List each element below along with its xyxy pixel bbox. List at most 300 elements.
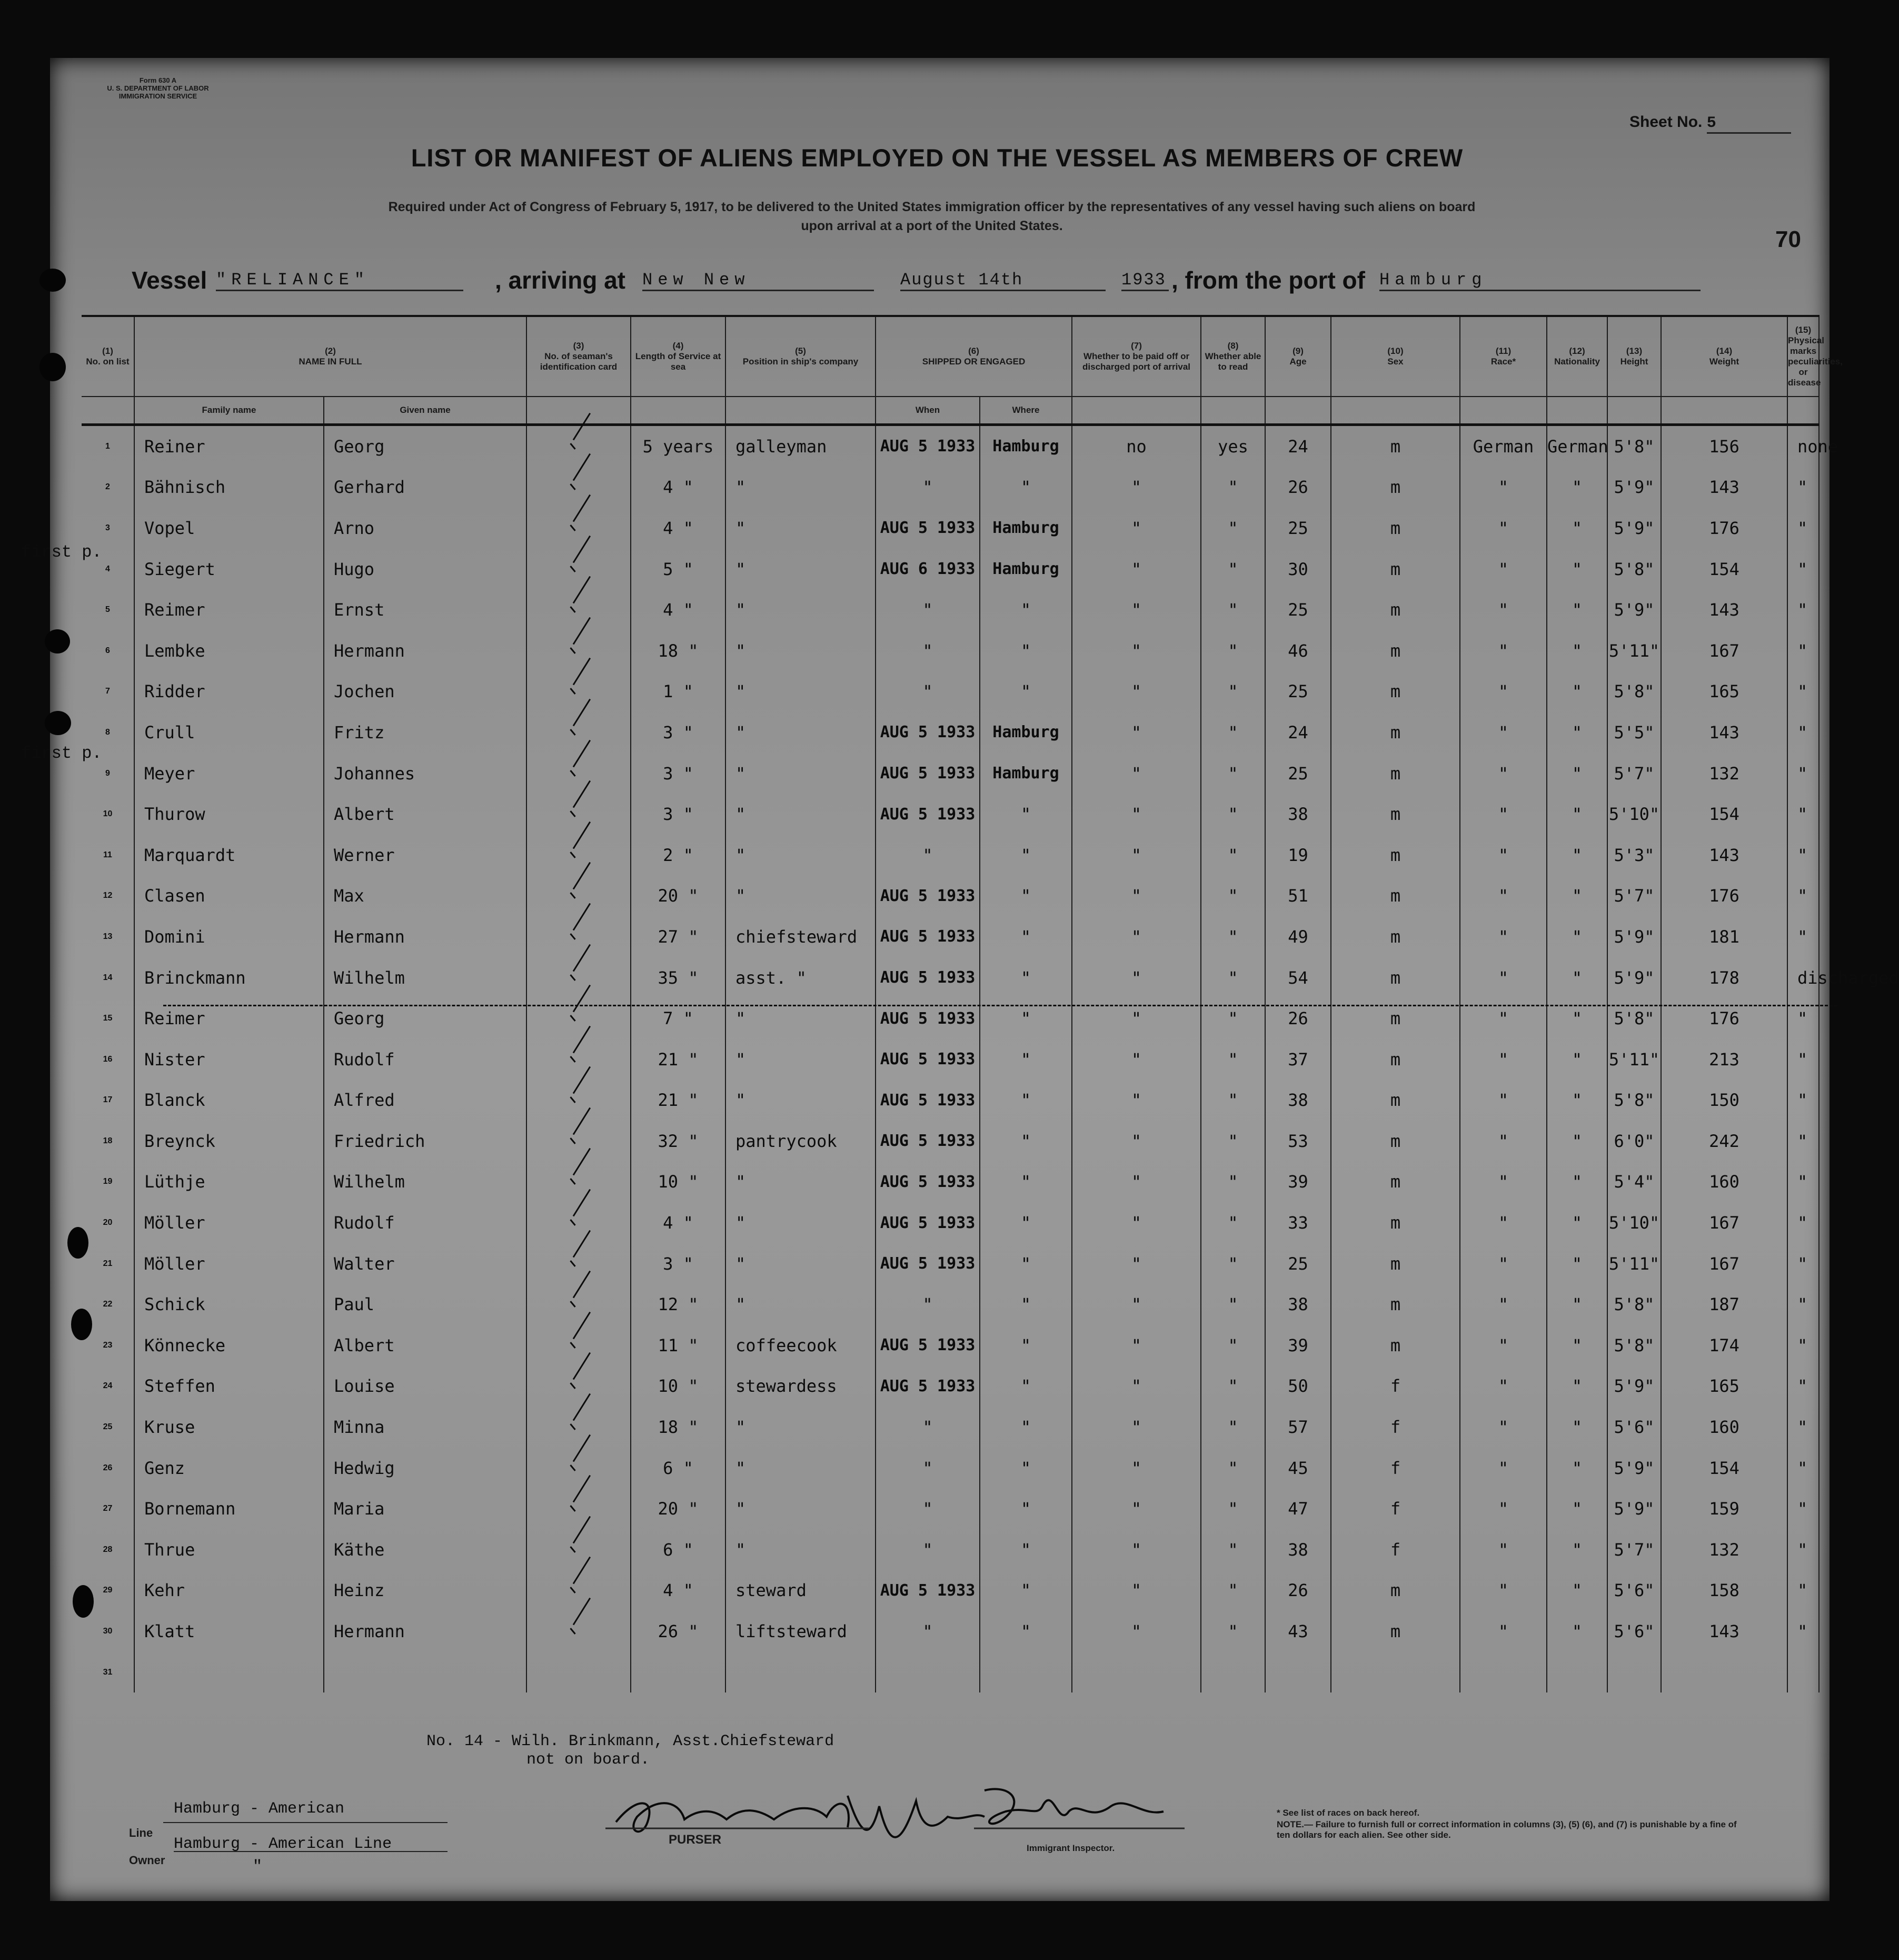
height: 5'8" (1607, 998, 1661, 1039)
height: 5'3" (1607, 835, 1661, 876)
shipped-when: AUG 5 1933 (876, 998, 980, 1039)
shipped-when: AUG 5 1933 (876, 425, 980, 467)
weight: 150 (1661, 1080, 1787, 1121)
weight: 143 (1661, 467, 1787, 508)
id-card-check (526, 1243, 631, 1284)
shipped-where: " (980, 1202, 1072, 1243)
paid-off: " (1072, 794, 1201, 835)
check-mark-icon (567, 1572, 590, 1604)
given-name: Ernst (324, 589, 526, 630)
nationality: " (1547, 753, 1607, 794)
position: " (725, 549, 876, 590)
position: " (725, 589, 876, 630)
sex: m (1331, 1121, 1460, 1162)
paid-off: " (1072, 1202, 1201, 1243)
row-number: 24 (103, 1381, 113, 1391)
check-mark-icon (567, 1042, 590, 1073)
physical-marks: " (1787, 876, 1819, 917)
note-line-2: not on board. (526, 1751, 650, 1769)
given-name: Rudolf (324, 1039, 526, 1080)
note-line-1: No. 14 - Wilh. Brinkmann, Asst.Chiefsteward (426, 1733, 834, 1750)
id-card-check (526, 1202, 631, 1243)
service-length: 12 " (631, 1284, 725, 1325)
given-name: Hedwig (324, 1448, 526, 1489)
able-to-read: " (1201, 630, 1265, 671)
race: " (1460, 1121, 1547, 1162)
position: " (725, 508, 876, 549)
able-to-read: " (1201, 508, 1265, 549)
id-card-check (526, 1529, 631, 1570)
given-name: Maria (324, 1488, 526, 1529)
check-mark-icon (567, 592, 590, 623)
sex: f (1331, 1529, 1460, 1570)
weight: 160 (1661, 1407, 1787, 1448)
shipped-when: AUG 5 1933 (876, 916, 980, 957)
shipped-when: AUG 5 1933 (876, 1039, 980, 1080)
owner-underline (174, 1851, 448, 1852)
able-to-read: " (1201, 1570, 1265, 1611)
shipped-where: " (980, 671, 1072, 712)
id-card-check (526, 1121, 631, 1162)
departure-port: Hamburg (1379, 270, 1701, 291)
row-number: 21 (103, 1259, 113, 1268)
table-row (82, 549, 1819, 590)
age: 38 (1265, 794, 1331, 835)
nationality: " (1547, 998, 1607, 1039)
row-number: 15 (103, 1014, 113, 1023)
family-name: Könnecke (134, 1325, 324, 1366)
id-card-check (526, 1284, 631, 1325)
service-length: 4 " (631, 1202, 725, 1243)
col-header-no: (1) No. on list (86, 346, 130, 367)
paid-off: " (1072, 1080, 1201, 1121)
family-name: Kruse (134, 1407, 324, 1448)
race-footnote: * See list of races on back hereof. (1277, 1808, 1420, 1818)
physical-marks: " (1787, 1284, 1819, 1325)
form-header (87, 76, 229, 100)
physical-marks: " (1787, 998, 1819, 1039)
physical-marks: " (1787, 508, 1819, 549)
nationality: " (1547, 1284, 1607, 1325)
race: " (1460, 589, 1547, 630)
punch-hole (39, 353, 66, 381)
sex: m (1331, 1162, 1460, 1203)
id-card-check (526, 876, 631, 917)
sex: m (1331, 549, 1460, 590)
able-to-read: " (1201, 998, 1265, 1039)
sex: m (1331, 957, 1460, 998)
row-number: 14 (103, 973, 113, 982)
service-length: 4 " (631, 1570, 725, 1611)
height: 5'11" (1607, 630, 1661, 671)
col-header-shipped: (6) SHIPPED OR ENGAGED (876, 316, 1072, 397)
given-name: Albert (324, 794, 526, 835)
age: 39 (1265, 1162, 1331, 1203)
id-card-check (526, 794, 631, 835)
table-row (82, 589, 1819, 630)
given-name: Werner (324, 835, 526, 876)
service-length: 7 " (631, 998, 725, 1039)
able-to-read: " (1201, 1121, 1265, 1162)
shipped-when: AUG 5 1933 (876, 753, 980, 794)
margin-note-row-8: first p. (21, 744, 102, 763)
position: " (725, 1407, 876, 1448)
paid-off: no (1072, 425, 1201, 467)
family-name: Ridder (134, 671, 324, 712)
arrival-date: August 14th (900, 270, 1106, 291)
physical-marks: " (1787, 1202, 1819, 1243)
able-to-read: " (1201, 957, 1265, 998)
id-card-check (526, 630, 631, 671)
given-name: Max (324, 876, 526, 917)
nationality: " (1547, 957, 1607, 998)
paid-off: " (1072, 671, 1201, 712)
id-card-check (526, 753, 631, 794)
from-port-label: , from the port of (1171, 266, 1365, 294)
race: " (1460, 1570, 1547, 1611)
paid-off: " (1072, 998, 1201, 1039)
shipped-when: " (876, 1448, 980, 1489)
table-row (82, 671, 1819, 712)
weight: 132 (1661, 1529, 1787, 1570)
shipped-where: " (980, 1121, 1072, 1162)
arrival-year: 1933 (1121, 270, 1169, 291)
age: 19 (1265, 835, 1331, 876)
race: " (1460, 549, 1547, 590)
position: " (725, 998, 876, 1039)
physical-marks: discharged (1787, 957, 1819, 998)
weight: 154 (1661, 1448, 1787, 1489)
shipped-where: " (980, 1243, 1072, 1284)
row-number: 19 (103, 1177, 113, 1186)
table-row (82, 753, 1819, 794)
able-to-read: " (1201, 1448, 1265, 1489)
given-name: Friedrich (324, 1121, 526, 1162)
able-to-read: " (1201, 876, 1265, 917)
height: 5'10" (1607, 1202, 1661, 1243)
col-header-nationality: (12) Nationality (1547, 316, 1607, 397)
shipped-when: AUG 5 1933 (876, 1080, 980, 1121)
paid-off: " (1072, 1243, 1201, 1284)
able-to-read: " (1201, 1243, 1265, 1284)
position: " (725, 671, 876, 712)
weight: 143 (1661, 712, 1787, 753)
row-number: 6 (105, 646, 110, 655)
position: " (725, 753, 876, 794)
family-name: Nister (134, 1039, 324, 1080)
nationality: " (1547, 916, 1607, 957)
weight: 176 (1661, 508, 1787, 549)
shipped-where: " (980, 1284, 1072, 1325)
nationality: " (1547, 1080, 1607, 1121)
shipped-where: " (980, 1325, 1072, 1366)
position: steward (725, 1570, 876, 1611)
physical-marks: " (1787, 1162, 1819, 1203)
table-row (82, 425, 1819, 467)
able-to-read: " (1201, 549, 1265, 590)
weight: 174 (1661, 1325, 1787, 1366)
form-number: Form 630 A (139, 76, 177, 84)
sex: m (1331, 998, 1460, 1039)
given-name: Fritz (324, 712, 526, 753)
age: 26 (1265, 467, 1331, 508)
nationality (1547, 1652, 1607, 1693)
subtitle-line-1: Required under Act of Congress of February 5, 1917, to be delivered to the United States immigration officer by the representatives of any vessel having such aliens on board (388, 200, 1476, 214)
id-card-check (526, 1652, 631, 1693)
row-number: 13 (103, 932, 113, 941)
service-length: 3 " (631, 1243, 725, 1284)
nationality: " (1547, 1488, 1607, 1529)
weight: 178 (1661, 957, 1787, 998)
shipped-when (876, 1652, 980, 1693)
weight: 156 (1661, 425, 1787, 467)
family-name: Reimer (134, 998, 324, 1039)
row-number: 11 (103, 850, 112, 859)
given-name: Wilhelm (324, 1162, 526, 1203)
table-row (82, 916, 1819, 957)
col-header-sex: (10) Sex (1331, 316, 1460, 397)
family-name: Möller (134, 1243, 324, 1284)
race: " (1460, 630, 1547, 671)
able-to-read: " (1201, 1488, 1265, 1529)
paid-off: " (1072, 876, 1201, 917)
position: " (725, 1202, 876, 1243)
paid-off: " (1072, 589, 1201, 630)
age: 26 (1265, 1570, 1331, 1611)
height: 5'8" (1607, 425, 1661, 467)
service-length: 20 " (631, 876, 725, 917)
family-name: Lembke (134, 630, 324, 671)
arrival-port: New New (642, 270, 874, 291)
age: 47 (1265, 1488, 1331, 1529)
shipped-when: AUG 5 1933 (876, 508, 980, 549)
owner-label: Owner (129, 1854, 165, 1867)
sex: m (1331, 1570, 1460, 1611)
nationality: " (1547, 671, 1607, 712)
service-length: 4 " (631, 508, 725, 549)
sheet-number-label: Sheet No. (1629, 113, 1703, 131)
check-mark-icon (567, 1450, 590, 1482)
paid-off: " (1072, 630, 1201, 671)
family-name: Blanck (134, 1080, 324, 1121)
id-card-check (526, 467, 631, 508)
id-card-check (526, 425, 631, 467)
sex: m (1331, 589, 1460, 630)
service-length: 6 " (631, 1529, 725, 1570)
service-length: 20 " (631, 1488, 725, 1529)
able-to-read: " (1201, 712, 1265, 753)
shipped-where: " (980, 589, 1072, 630)
sex (1331, 1652, 1460, 1693)
shipped-when: AUG 5 1933 (876, 712, 980, 753)
weight: 176 (1661, 876, 1787, 917)
paid-off: " (1072, 1529, 1201, 1570)
service-length: 32 " (631, 1121, 725, 1162)
table-row (82, 1529, 1819, 1570)
able-to-read: " (1201, 1202, 1265, 1243)
punch-hole (45, 629, 70, 654)
id-card-check (526, 835, 631, 876)
able-to-read: " (1201, 835, 1265, 876)
penalty-note: NOTE.— Failure to furnish full or correct information in columns (3), (5) (6), and (7) is punishable by a fine of ten dollars for each alien. See other side. (1277, 1819, 1737, 1840)
service-length: 21 " (631, 1039, 725, 1080)
sex: m (1331, 467, 1460, 508)
position: " (725, 1488, 876, 1529)
sex: m (1331, 671, 1460, 712)
given-name: Jochen (324, 671, 526, 712)
height: 5'6" (1607, 1407, 1661, 1448)
physical-marks: " (1787, 630, 1819, 671)
shipped-when: AUG 5 1933 (876, 957, 980, 998)
col-header-age: (9) Age (1265, 316, 1331, 397)
strike-through-line (163, 1005, 1837, 1006)
paid-off: " (1072, 1448, 1201, 1489)
service-length: 18 " (631, 630, 725, 671)
table-header (82, 316, 1843, 425)
sex: f (1331, 1488, 1460, 1529)
given-name: Walter (324, 1243, 526, 1284)
inspector-label: Immigrant Inspector. (1027, 1843, 1115, 1853)
check-mark-icon (567, 1532, 590, 1563)
weight: 187 (1661, 1284, 1787, 1325)
shipped-where: " (980, 1529, 1072, 1570)
table-row (82, 1121, 1819, 1162)
table-row (82, 835, 1819, 876)
service-length: 11 " (631, 1325, 725, 1366)
height: 5'8" (1607, 549, 1661, 590)
department-name: U. S. DEPARTMENT OF LABOR (107, 84, 209, 92)
race: German (1460, 425, 1547, 467)
shipped-where: Hamburg (980, 712, 1072, 753)
shipped-when: AUG 5 1933 (876, 1325, 980, 1366)
weight: 242 (1661, 1121, 1787, 1162)
position: coffeecook (725, 1325, 876, 1366)
shipped-when: " (876, 467, 980, 508)
table-row (82, 998, 1819, 1039)
physical-marks (1787, 1652, 1819, 1693)
purser-label: PURSER (669, 1833, 722, 1847)
col-header-paid-off: (7) Whether to be paid off or discharged port of arrival (1072, 316, 1201, 397)
shipped-where: Hamburg (980, 549, 1072, 590)
vessel-label: Vessel (132, 266, 207, 294)
family-name: Schick (134, 1284, 324, 1325)
page-number: 70 (1775, 226, 1801, 252)
service-length: 4 " (631, 589, 725, 630)
footer-ditto: " (253, 1858, 263, 1876)
shipped-when: " (876, 671, 980, 712)
shipped-where: " (980, 835, 1072, 876)
family-name: Bähnisch (134, 467, 324, 508)
check-mark-icon (567, 715, 590, 746)
physical-marks: " (1787, 589, 1819, 630)
race: " (1460, 957, 1547, 998)
able-to-read: " (1201, 467, 1265, 508)
col-header-weight: (14) Weight (1661, 316, 1787, 397)
race: " (1460, 835, 1547, 876)
height: 5'9" (1607, 1488, 1661, 1529)
col-header-marks: (15) Physical marks peculiarities, or disease (1787, 316, 1819, 397)
nationality: " (1547, 1039, 1607, 1080)
given-name: Hugo (324, 549, 526, 590)
sex: m (1331, 835, 1460, 876)
nationality: " (1547, 712, 1607, 753)
height: 5'7" (1607, 753, 1661, 794)
check-mark-icon (567, 1082, 590, 1114)
physical-marks: " (1787, 1121, 1819, 1162)
row-number: 22 (103, 1300, 113, 1309)
page-title: LIST OR MANIFEST OF ALIENS EMPLOYED ON THE VESSEL AS MEMBERS OF CREW (411, 144, 1464, 172)
col-header-family-name: Family name (134, 397, 324, 425)
punch-hole (45, 711, 71, 735)
table-row (82, 876, 1819, 917)
sex: m (1331, 1284, 1460, 1325)
race (1460, 1652, 1547, 1693)
family-name: Siegert (134, 549, 324, 590)
service-length: 5 years (631, 425, 725, 467)
service-length: 27 " (631, 916, 725, 957)
height: 5'5" (1607, 712, 1661, 753)
paid-off: " (1072, 508, 1201, 549)
age: 26 (1265, 998, 1331, 1039)
height: 5'9" (1607, 1366, 1661, 1407)
id-card-check (526, 1162, 631, 1203)
height: 5'9" (1607, 1448, 1661, 1489)
footer-line-owner: Hamburg - American Line (174, 1835, 392, 1853)
position: " (725, 1039, 876, 1080)
race: " (1460, 753, 1547, 794)
race: " (1460, 1448, 1547, 1489)
row-number: 8 (105, 727, 110, 737)
nationality: " (1547, 794, 1607, 835)
check-mark-icon (567, 1328, 590, 1359)
height: 5'9" (1607, 508, 1661, 549)
given-name: Paul (324, 1284, 526, 1325)
check-mark-icon (567, 1246, 590, 1278)
table-row (82, 1039, 1819, 1080)
shipped-when: " (876, 589, 980, 630)
age: 45 (1265, 1448, 1331, 1489)
physical-marks: " (1787, 549, 1819, 590)
age: 25 (1265, 671, 1331, 712)
table-row (82, 1407, 1819, 1448)
race: " (1460, 1080, 1547, 1121)
check-mark-icon (567, 551, 590, 583)
row-number: 30 (103, 1627, 113, 1636)
nationality: " (1547, 1162, 1607, 1203)
shipped-when: AUG 5 1933 (876, 1366, 980, 1407)
given-name (324, 1652, 526, 1693)
given-name: Alfred (324, 1080, 526, 1121)
id-card-check (526, 1407, 631, 1448)
physical-marks: " (1787, 1407, 1819, 1448)
race: " (1460, 1611, 1547, 1652)
check-mark-icon (567, 756, 590, 787)
height: 5'9" (1607, 589, 1661, 630)
sex: m (1331, 1611, 1460, 1652)
age: 43 (1265, 1611, 1331, 1652)
weight: 159 (1661, 1488, 1787, 1529)
shipped-where: " (980, 998, 1072, 1039)
height: 5'6" (1607, 1611, 1661, 1652)
family-name: Klatt (134, 1611, 324, 1652)
age: 38 (1265, 1529, 1331, 1570)
age: 25 (1265, 753, 1331, 794)
race: " (1460, 998, 1547, 1039)
row-number: 16 (103, 1054, 113, 1064)
footer-line-company: Hamburg - American (174, 1800, 345, 1818)
age: 54 (1265, 957, 1331, 998)
table-row (82, 630, 1819, 671)
